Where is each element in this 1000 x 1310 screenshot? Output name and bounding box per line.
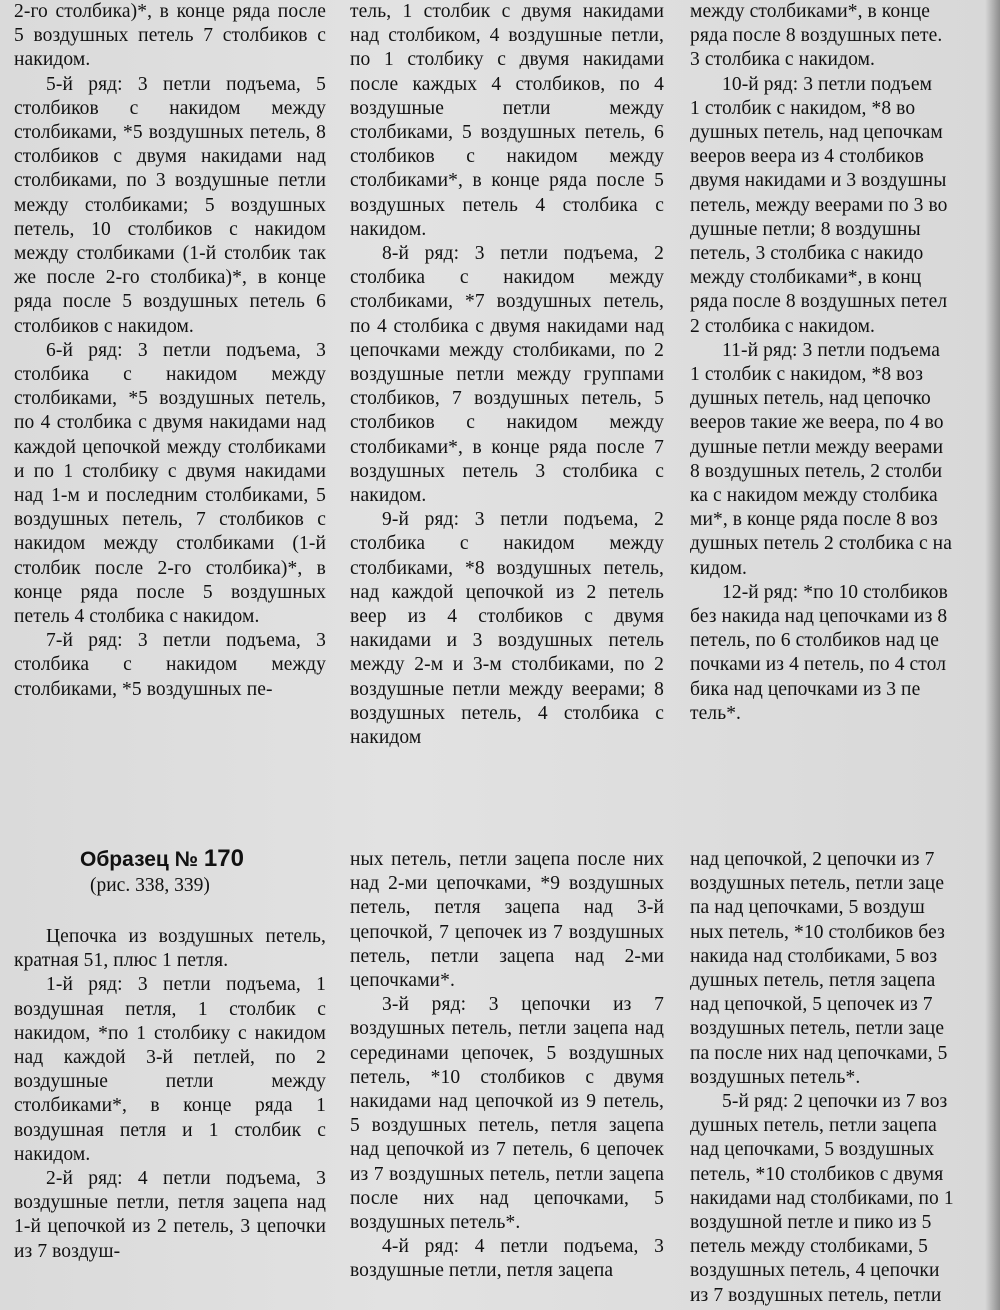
text-line: 5-й ряд: 2 цепочки из 7 воз xyxy=(722,1091,948,1113)
text-line: тель*. xyxy=(690,702,742,724)
text-line: между столбиками*, в конц xyxy=(690,267,922,289)
text-line: 2 столбика с накидом. xyxy=(690,315,875,337)
text-line: воздушной петле и пико из 5 xyxy=(690,1212,932,1234)
text-line: накидами над столбиками, по 1 xyxy=(690,1187,954,1209)
paragraph: 2-го столбика)*, в конце ряда после 5 воздушных петель 7 столбиков с накидом. xyxy=(14,1,326,71)
bottom-column-2 xyxy=(350,848,664,1284)
top-column-3 xyxy=(690,0,998,726)
row-3-instructions: 3-й ряд: 3 цепочки из 7 воздушных петель, петли зацепа над серединами цепочек, 5 воздушных петель, *10 столбиков с двумя накидами над цепочкой из 9 петель, 5 воздушных петель, петля зацепа над цепочкой из 7 петель, 6 цепочек из 7 воздушных петель, петли зацепа после них над цепочками, 5 воздушных петель*. xyxy=(350,994,664,1234)
text-line: над цепочкой, 2 цепочки из 7 xyxy=(690,849,935,870)
row-4-instructions: 4-й ряд: 4 петли подъема, 3 воздушные петли, петля зацепа xyxy=(350,1236,664,1282)
chain-instructions: Цепочка из воздушных петель, кратная 51, плюс 1 петля. xyxy=(14,926,326,972)
text-line: над цепочкой, 5 цепочек из 7 xyxy=(690,994,933,1016)
text-line: двумя накидами и 3 воздушны xyxy=(690,170,947,192)
sample-title: Образец № xyxy=(80,848,199,871)
text-line: ных петель, *10 столбиков без xyxy=(690,921,945,943)
row-8-instructions: 8-й ряд: 3 петли подъема, 2 столбика с накидом между столбиками, *7 воздушных петель, по 4 столбика с двумя накидами над цепочками между столбиками, по 2 воздушные петли между группами столбиков, 7 воздушных петель, 5 столбиков с накидом между столбиками*, в конце ряда после 7 воздушных петель 3 столбика с накидом. xyxy=(350,243,664,507)
bottom-column-3 xyxy=(690,848,998,1308)
text-line: вееров веера из 4 столбиков xyxy=(690,146,924,168)
text-line: 8 воздушных петель, 2 столби xyxy=(690,460,943,482)
text-line: 1 столбик с накидом, *8 воз xyxy=(690,364,923,386)
text-line: воздушных петель, петли заце xyxy=(690,1018,945,1040)
paragraph: ных петель, петли зацепа после них над 2-ми цепочками, *9 воздушных петель, петля зацепа над 3-й цепочкой, 7 цепочек из 7 воздушных петель, петли зацепа над 2-ми цепочками*. xyxy=(350,849,664,992)
row-6-instructions: 6-й ряд: 3 петли подъема, 3 столбика с накидом между столбиками, *5 воздушных петель, по 4 столбика с двумя накидами над каждой цепочкой между столбиками и по 1 столбику с двумя накидами над 1-м и последним столбиками, 5 воздушных петель, 7 столбиков с накидом между столбиками (1-й столбик после 2-го столбика)*, в конце ряда после 5 воздушных петель 4 столбика с накидом. xyxy=(14,339,326,628)
row-9-instructions: 9-й ряд: 3 петли подъема, 2 столбика с накидом между столбиками, *8 воздушных петель, над каждой цепочкой из 2 петель веер из 4 столбиков с двумя накидами и 3 воздушных петель между 2-м и 3-м столбиками, по 2 воздушные петли между веерами; 8 воздушных петель, 4 столбика с накидом xyxy=(350,509,664,749)
text-line: воздушных петель, петли заце xyxy=(690,873,945,895)
text-line: ми*, в конце ряда после 8 воз xyxy=(690,509,938,531)
text-line: без накида над цепочками из 8 xyxy=(690,606,948,628)
row-1-instructions: 1-й ряд: 3 петли подъема, 1 воздушная петля, 1 столбик с накидом, *по 1 столбику с накидом над каждой 3-й петлей, по 2 воздушные петли между столбиками*, в конце ряда 1 воздушная петля и 1 столбик с накидом. xyxy=(14,974,326,1165)
text-line: над цепочками, 5 воздушных xyxy=(690,1139,935,1161)
text-line: душных петель, петли зацепа xyxy=(690,1115,937,1137)
text-line: душные петли между веерами xyxy=(690,436,944,458)
text-line: па над цепочками, 5 воздуш xyxy=(690,897,925,919)
text-line: петель между столбиками, 5 xyxy=(690,1236,928,1258)
text-line: из 7 воздушных петель, петли xyxy=(690,1284,942,1306)
text-line: воздушных петель*. xyxy=(690,1066,861,1088)
top-column-2 xyxy=(350,0,664,750)
text-line: ряда после 8 воздушных петел xyxy=(690,291,948,313)
text-line: бика над цепочками из 3 пе xyxy=(690,678,921,700)
row-7-instructions: 7-й ряд: 3 петли подъема, 3 столбика с накидом между столбиками, *5 воздушных пе- xyxy=(14,630,326,700)
page-spine-shadow xyxy=(985,0,1000,1310)
text-line: па после них над цепочками, 5 xyxy=(690,1042,948,1064)
text-line: вееров такие же веера, по 4 во xyxy=(690,412,944,434)
text-line: 11-й ряд: 3 петли подъема xyxy=(722,339,940,361)
text-line: ка с накидом между столбика xyxy=(690,485,938,507)
text-line: душных петель, петля зацепа xyxy=(690,970,936,992)
sample-number: 170 xyxy=(203,845,244,872)
text-line: душных петель, над цепочкам xyxy=(690,122,943,144)
text-line: воздушных петель, 4 цепочки xyxy=(690,1260,940,1282)
text-line: душные петли; 8 воздушны xyxy=(690,218,921,240)
text-line: 1 столбик с накидом, *8 во xyxy=(690,97,916,119)
text-line: петель, 3 столбика с накидо xyxy=(690,243,924,265)
text-line: накида над столбиками, 5 воз xyxy=(690,945,938,967)
text-line: 3 столбика с накидом. xyxy=(690,49,875,71)
row-5-instructions: 5-й ряд: 3 петли подъема, 5 столбиков с накидом между столбиками, *5 воздушных петель, 8 столбиков с двумя накидами над столбиками, по 3 воздушные петли между столбиками; 5 воздушных петель, 10 столбиков с накидом между столбиками (1-й столбик так же после 2-го столбика)*, в конце ряда после 5 воздушных петель 6 столбиков с накидом. xyxy=(14,73,326,337)
bottom-column-1 xyxy=(14,925,326,1264)
text-line: душных петель 2 столбика с на xyxy=(690,533,952,555)
text-line: душных петель, над цепочко xyxy=(690,388,931,410)
text-line: петель, между веерами по 3 во xyxy=(690,194,948,216)
text-line: петель, *10 столбиков с двумя xyxy=(690,1163,944,1185)
paragraph: тель, 1 столбик с двумя накидами над столбиком, 4 воздушные петли, по 1 столбику с двумя накидами после каждых 4 столбиков, по 4 воздушные петли между столбиками, 5 воздушных петель, 6 столбиков с накидом между столбиками*, в конце ряда после 5 воздушных петель 4 столбика с накидом. xyxy=(350,1,664,240)
text-line: между столбиками*, в конце xyxy=(690,1,931,22)
top-column-1 xyxy=(14,0,326,702)
text-line: кидом. xyxy=(690,557,748,579)
text-line: 10-й ряд: 3 петли подъем xyxy=(722,73,933,95)
sample-heading xyxy=(80,846,320,873)
sample-figures: (рис. 338, 339) xyxy=(90,875,210,896)
text-line: петель, по 6 столбиков над це xyxy=(690,630,940,652)
text-line: ряда после 8 воздушных пете. xyxy=(690,25,943,47)
text-line: 12-й ряд: *по 10 столбиков xyxy=(722,581,948,603)
text-line: почками из 4 петель, по 4 стол xyxy=(690,654,947,676)
row-2-instructions: 2-й ряд: 4 петли подъема, 3 воздушные петли, петля зацепа над 1-й цепочкой из 2 петель, 3 цепочки из 7 воздуш- xyxy=(14,1168,326,1262)
